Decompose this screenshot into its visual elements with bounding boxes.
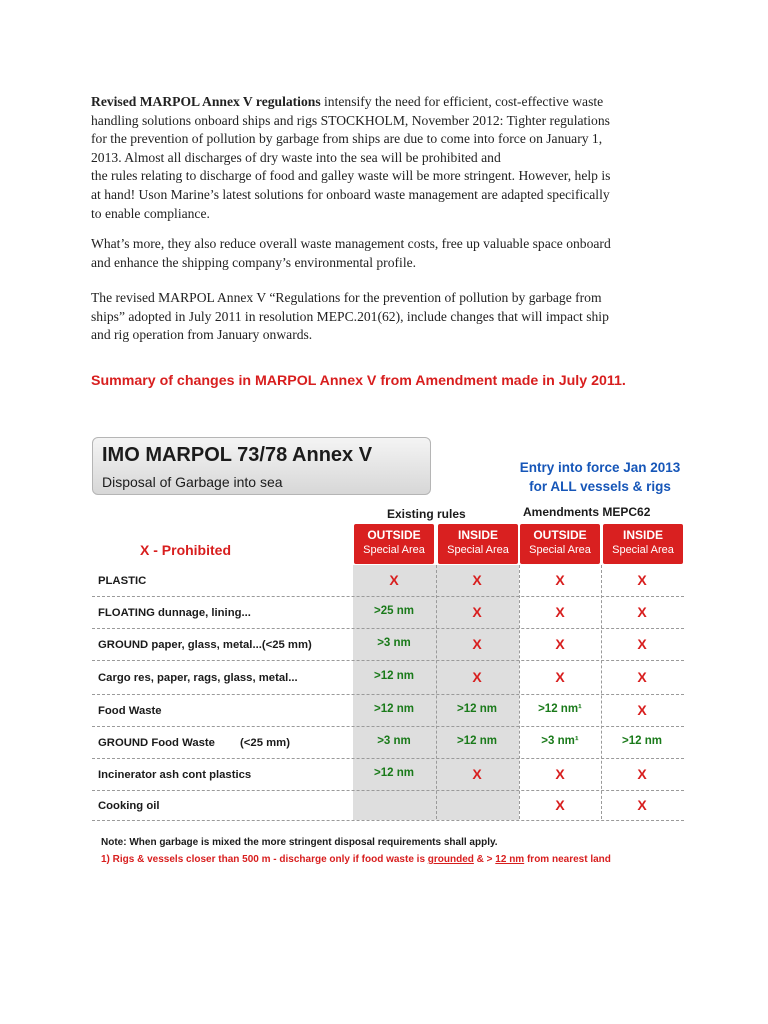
resolution-line: and rig operation from January onwards. <box>91 327 313 343</box>
row-label: Cooking oil <box>98 799 160 812</box>
row-label: Incinerator ash cont plastics <box>98 768 252 781</box>
resolution-paragraph <box>91 289 701 345</box>
row-divider <box>92 628 684 629</box>
intro-line: handling solutions onboard ships and rigs STOCKHOLM, November 2012: Tighter regulations <box>91 112 610 128</box>
intro-line: to enable compliance. <box>91 205 210 221</box>
table-cell: X <box>637 701 647 718</box>
table-cell: X <box>472 572 482 588</box>
table-cell: X <box>472 668 482 685</box>
row-label: Cargo res, paper, rags, glass, metal... <box>98 671 298 684</box>
figure-title-box <box>92 437 431 495</box>
table-cell: X <box>637 572 647 588</box>
benefits-line: What’s more, they also reduce overall waste management costs, free up valuable space onboard <box>91 236 611 251</box>
intro-bold-lead: Revised MARPOL Annex V regulations <box>91 94 321 109</box>
table-cell: X <box>472 765 482 782</box>
header-existing-inside <box>438 524 518 564</box>
table-cell: >3 nm <box>377 734 411 747</box>
intro-line: 2013. Almost all discharges of dry waste into the sea will be prohibited and <box>91 149 501 165</box>
table-cell: X <box>555 572 565 588</box>
table-cell: >12 nm <box>457 734 497 747</box>
figure-title: IMO MARPOL 73/78 Annex V <box>102 444 373 466</box>
intro-line: at hand! Uson Marine’s latest solutions for onboard waste management are adapted specifically <box>91 186 610 202</box>
row-label: PLASTIC <box>98 575 147 587</box>
table-cell: >3 nm <box>377 636 411 649</box>
header-special-label: Special Area <box>363 544 425 556</box>
row-divider <box>92 660 684 661</box>
amendments-header: Amendments MEPC62 <box>523 505 651 519</box>
intro-paragraph <box>91 93 701 223</box>
table-cell: X <box>555 603 565 620</box>
existing-rules-header: Existing rules <box>387 507 466 521</box>
header-inside-label: INSIDE <box>457 528 498 542</box>
row-label: Food Waste <box>98 704 162 717</box>
header-special-label: Special Area <box>612 544 674 556</box>
resolution-line: ships” adopted in July 2011 in resolution MEPC.201(62), include changes that will impact ship <box>91 308 609 324</box>
row-divider <box>92 820 684 821</box>
header-amend-inside <box>603 524 683 564</box>
header-outside-label: OUTSIDE <box>367 528 421 542</box>
benefits-line: and enhance the shipping company’s environmental profile. <box>91 254 417 270</box>
resolution-line: The revised MARPOL Annex V “Regulations for the prevention of pollution by garbage from <box>91 290 602 305</box>
row-divider <box>92 694 684 695</box>
entry-line-1: Entry into force Jan 2013 <box>519 460 681 475</box>
row-divider <box>92 596 684 597</box>
intro-line: intensify the need for efficient, cost-effective waste <box>320 94 604 109</box>
header-amend-outside <box>520 524 600 564</box>
entry-into-force <box>470 458 730 496</box>
prohibited-legend: X - Prohibited <box>140 542 231 558</box>
header-special-label: Special Area <box>529 544 591 556</box>
table-cell: >12 nm <box>622 734 662 747</box>
footnote-part: from nearest land <box>524 854 611 865</box>
table-cell: X <box>472 603 482 620</box>
mixed-garbage-note: Note: When garbage is mixed the more stringent disposal requirements shall apply. <box>101 837 498 848</box>
header-outside-label: OUTSIDE <box>533 528 587 542</box>
intro-line: for the prevention of pollution by garbage from ships are due to come into force on January 1, <box>91 131 603 147</box>
header-existing-outside <box>354 524 434 564</box>
table-cell: X <box>637 668 647 685</box>
row-label: GROUND paper, glass, metal...(<25 mm) <box>98 638 312 651</box>
table-cell: >12 nm <box>457 702 497 715</box>
table-cell: X <box>637 796 647 813</box>
summary-heading: Summary of changes in MARPOL Annex V from Amendment made in July 2011. <box>91 373 626 389</box>
table-cell: X <box>555 765 565 782</box>
footnote-part: grounded <box>427 854 474 865</box>
figure-subtitle: Disposal of Garbage into sea <box>102 474 283 490</box>
row-divider <box>92 726 684 727</box>
row-label: FLOATING dunnage, lining... <box>98 606 251 619</box>
table-cell: X <box>637 635 647 652</box>
table-cell: X <box>555 796 565 813</box>
table-cell: X <box>637 603 647 620</box>
footnote-part: 1) Rigs & vessels closer than 500 m - discharge only if food waste is <box>101 854 428 865</box>
table-cell: X <box>389 572 399 588</box>
table-cell: >12 nm <box>374 766 414 779</box>
table-cell: >12 nm¹ <box>538 702 582 715</box>
table-cell: >12 nm <box>374 669 414 682</box>
table-cell: >3 nm¹ <box>541 734 579 747</box>
footnote-part: & > <box>473 854 496 865</box>
table-cell: X <box>472 635 482 652</box>
benefits-paragraph <box>91 235 701 272</box>
footnote-part: 12 nm <box>495 854 525 865</box>
header-special-label: Special Area <box>447 544 509 556</box>
table-cell: X <box>555 635 565 652</box>
header-inside-label: INSIDE <box>622 528 663 542</box>
footnote-rigs <box>101 854 611 865</box>
table-cell: >12 nm <box>374 702 414 715</box>
table-cell: >25 nm <box>374 604 414 617</box>
row-label: GROUND Food Waste (<25 mm) <box>98 736 290 749</box>
table-cell: X <box>555 668 565 685</box>
table-cell: X <box>637 765 647 782</box>
intro-line: the rules relating to discharge of food and galley waste will be more stringent. However, help is <box>91 168 611 184</box>
row-divider <box>92 758 684 759</box>
entry-line-2: for ALL vessels & rigs <box>529 479 671 494</box>
row-divider <box>92 790 684 791</box>
